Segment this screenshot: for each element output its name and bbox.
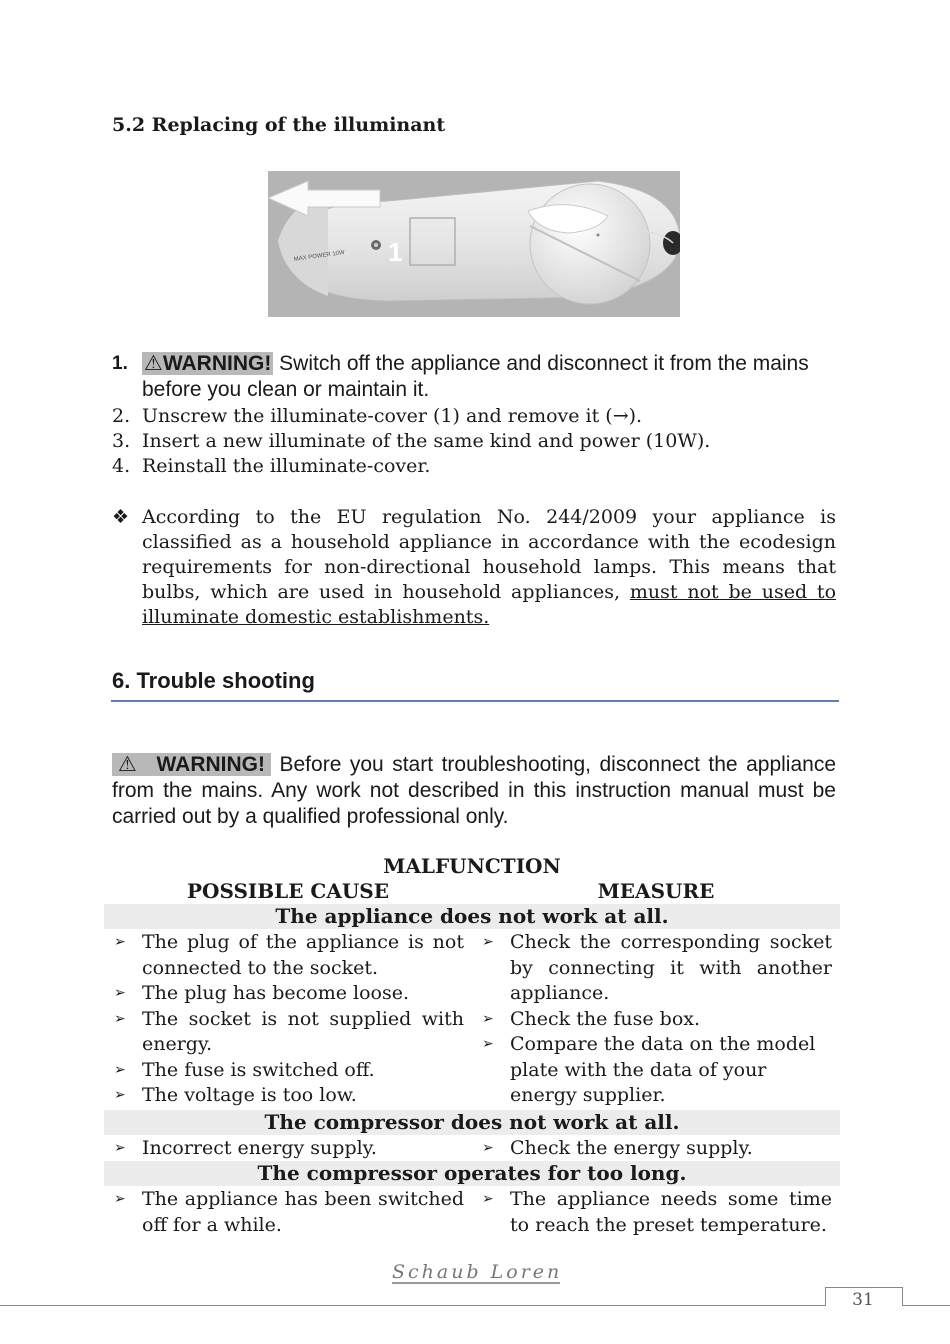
arrow-bullet-icon: ➢: [482, 1036, 494, 1052]
step-number: 1.: [112, 353, 128, 374]
warning-label: WARNING!: [162, 352, 272, 375]
measure-text: Compare the data on the model plate with the data of your energy supplier.: [510, 1033, 816, 1106]
arrow-bullet-icon: ➢: [114, 1140, 126, 1156]
measure-text: Check the corresponding socket by connecting it with another appliance.: [510, 931, 832, 1004]
cause-list: [104, 930, 464, 1109]
warning-text: Before you start troubleshooting, disconnect the appliance from the mains. Any work not described in this instruction manual must be carried out by a qualified professional only.: [112, 753, 836, 828]
step-number: 4.: [112, 455, 131, 477]
column-header-measure: MEASURE: [597, 879, 715, 903]
step-text: Reinstall the illuminate-cover.: [142, 455, 431, 477]
page-number: 31: [852, 1290, 874, 1310]
list-item: [104, 1007, 464, 1058]
diamond-bullet-icon: ❖: [112, 506, 130, 528]
list-item: [472, 1136, 832, 1162]
cause-text: The socket is not supplied with energy.: [142, 1007, 464, 1055]
list-item: [104, 1083, 464, 1109]
eu-note-main: According to the EU regulation No. 244/2009 your appliance is classified as a household appliance in accordance with the ecodesign requirements for non-directional household lamps. This means that bulbs, which are used in household appliances,: [142, 506, 836, 603]
cause-text: The voltage is too low.: [142, 1084, 357, 1106]
measure-text: The appliance needs some time to reach the preset temperature.: [510, 1188, 832, 1236]
group-heading: The compressor operates for too long.: [104, 1161, 840, 1186]
list-item: [472, 1007, 832, 1033]
warning-icon: ⚠: [144, 352, 163, 375]
step-1-text: Switch off the appliance and disconnect it from the mains before you clean or maintain it.: [142, 352, 809, 401]
arrow-bullet-icon: ➢: [114, 1061, 126, 1078]
list-item: [104, 1058, 464, 1084]
troubleshooting-warning: [112, 752, 836, 830]
step-number: 2.: [112, 405, 131, 427]
cause-text: Incorrect energy supply.: [142, 1137, 377, 1159]
measure-list: [472, 930, 832, 1109]
list-item: [472, 1032, 832, 1109]
arrow-bullet-icon: ➢: [114, 1010, 126, 1027]
list-item: [104, 930, 464, 981]
warning-icon: ⚠: [118, 753, 140, 776]
callout-number: 1: [388, 237, 403, 267]
table-title: MALFUNCTION: [383, 854, 561, 878]
brand-signature-icon: [390, 1258, 562, 1288]
brand-logo: [390, 1258, 562, 1288]
arrow-bullet-icon: ➢: [114, 1087, 126, 1103]
cause-text: The plug has become loose.: [142, 982, 410, 1004]
eu-note-text: [142, 505, 836, 630]
arrow-bullet-icon: ➢: [482, 1140, 494, 1156]
cause-text: The fuse is switched off.: [142, 1058, 375, 1081]
power-rating-text: MAX POWER 10W: [293, 249, 346, 263]
list-item: [472, 1187, 832, 1238]
arrow-bullet-icon: ➢: [482, 934, 494, 950]
measure-text: Check the fuse box.: [510, 1007, 701, 1030]
arrow-bullet-icon: ➢: [114, 934, 126, 950]
list-item: [472, 930, 832, 1007]
cause-list: [104, 1136, 464, 1162]
arrow-bullet-icon: ➢: [114, 1191, 126, 1207]
step-number: 3.: [112, 430, 131, 452]
warning-chip: [142, 352, 273, 375]
list-item: [104, 981, 464, 1007]
step-text: Insert a new illuminate of the same kind and power (10W).: [142, 430, 711, 452]
footer-rule: [0, 1305, 950, 1306]
arrow-bullet-icon: ➢: [114, 985, 126, 1001]
cause-text: The plug of the appliance is not connected to the socket.: [142, 931, 464, 979]
measure-text: Check the energy supply.: [510, 1137, 753, 1159]
troubleshooting-heading: 6. Trouble shooting: [112, 668, 315, 693]
list-item: [104, 1187, 464, 1238]
measure-list: [472, 1136, 832, 1162]
arrow-bullet-icon: ➢: [482, 1191, 494, 1207]
warning-label: WARNING!: [156, 753, 265, 776]
warning-chip: [112, 753, 271, 776]
measure-list: [472, 1187, 832, 1238]
step-text: Unscrew the illuminate-cover (1) and remove it (→).: [142, 405, 643, 427]
lamp-cover-photo: [268, 171, 680, 317]
heading-rule: [111, 700, 839, 702]
brand-logo-text: Schaub Lorenz: [392, 1261, 562, 1283]
step-text: [142, 351, 836, 403]
cause-list: [104, 1187, 464, 1238]
lamp-cover-illustration: [268, 171, 680, 317]
arrow-bullet-icon: ➢: [482, 1010, 494, 1027]
eu-note-underlined: must not be used to illuminate domestic establishments.: [142, 581, 837, 628]
column-header-cause: POSSIBLE CAUSE: [186, 879, 389, 903]
section-heading: 5.2 Replacing of the illuminant: [112, 114, 446, 136]
list-item: [104, 1136, 464, 1162]
group-heading: The compressor does not work at all.: [104, 1110, 840, 1135]
cause-text: The appliance has been switched off for a while.: [142, 1188, 464, 1236]
group-heading: The appliance does not work at all.: [104, 904, 840, 929]
